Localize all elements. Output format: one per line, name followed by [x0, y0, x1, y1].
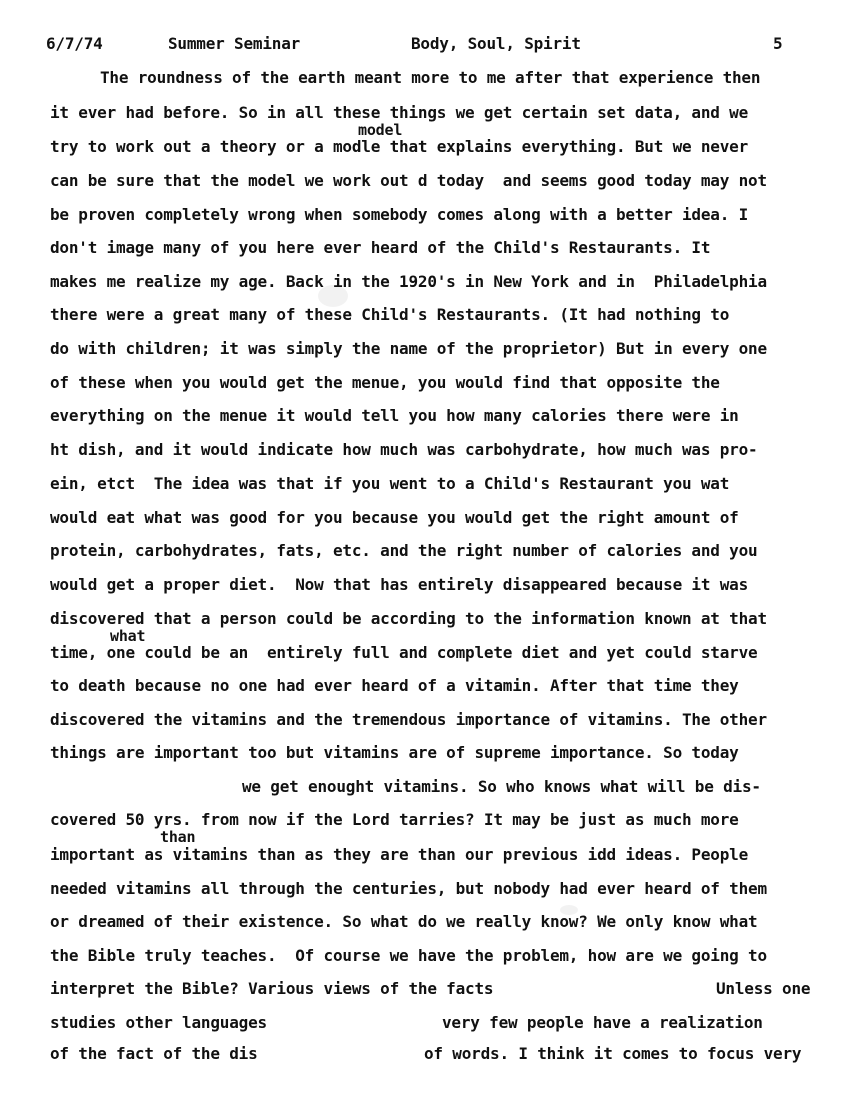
- body-line: or dreamed of their existence. So what do we really know? We only know what: [50, 912, 758, 931]
- body-line: covered 50 yrs. from now if the Lord tarries? It may be just as much more: [50, 810, 739, 829]
- body-line: try to work out a theory or a modle that explains everything. But we never: [50, 137, 749, 156]
- body-line: ein, etct The idea was that if you went to a Child's Restaurant you wat: [50, 474, 730, 493]
- body-line: time, one could be an entirely full and complete diet and yet could starve: [50, 643, 758, 662]
- body-line: protein, carbohydrates, fats, etc. and the right number of calories and you: [50, 541, 758, 560]
- body-line: of words. I think it comes to focus very: [424, 1044, 802, 1063]
- body-line: would get a proper diet. Now that has entirely disappeared because it was: [50, 575, 749, 594]
- body-line: everything on the menue it would tell you how many calories there were in: [50, 406, 739, 425]
- header-title: Body, Soul, Spirit: [411, 34, 581, 53]
- insertion-model: model: [358, 121, 403, 139]
- header-course: Summer Seminar: [168, 34, 301, 53]
- body-line: would eat what was good for you because you would get the right amount of: [50, 508, 739, 527]
- body-line: makes me realize my age. Back in the 1920's in New York and in Philadelphia: [50, 272, 767, 291]
- body-line: don't image many of you here ever heard of the Child's Restaurants. It: [50, 238, 711, 257]
- header-page-number: 5: [773, 34, 783, 53]
- body-line: there were a great many of these Child's Restaurants. (It had nothing to: [50, 305, 730, 324]
- body-line: very few people have a realization: [442, 1013, 763, 1032]
- body-line: we get enought vitamins. So who knows what will be dis-: [242, 777, 761, 796]
- body-line: ht dish, and it would indicate how much was carbohydrate, how much was pro-: [50, 440, 758, 459]
- body-line: interpret the Bible? Various views of the facts: [50, 979, 494, 998]
- body-line: of the fact of the dis: [50, 1044, 258, 1063]
- body-line: be proven completely wrong when somebody comes along with a better idea. I: [50, 205, 749, 224]
- body-line: can be sure that the model we work out d today and seems good today may not: [50, 171, 767, 190]
- body-line: important as vitamins than as they are than our previous idd ideas. People: [50, 845, 749, 864]
- body-line: discovered the vitamins and the tremendous importance of vitamins. The other: [50, 710, 767, 729]
- body-line: Unless one: [716, 979, 811, 998]
- body-line: the Bible truly teaches. Of course we have the problem, how are we going to: [50, 946, 767, 965]
- body-line: to death because no one had ever heard of a vitamin. After that time they: [50, 676, 739, 695]
- body-line: it ever had before. So in all these things we get certain set data, and we: [50, 103, 749, 122]
- body-line: do with children; it was simply the name of the proprietor) But in every one: [50, 339, 767, 358]
- body-line: of these when you would get the menue, you would find that opposite the: [50, 373, 720, 392]
- body-line: The roundness of the earth meant more to me after that experience then: [100, 68, 761, 87]
- body-line: studies other languages: [50, 1013, 267, 1032]
- insertion-than: than: [160, 828, 196, 846]
- insertion-what: what: [110, 627, 146, 645]
- header-date: 6/7/74: [46, 34, 103, 53]
- body-line: needed vitamins all through the centuries, but nobody had ever heard of them: [50, 879, 767, 898]
- body-line: discovered that a person could be according to the information known at that: [50, 609, 767, 628]
- body-line: things are important too but vitamins are of supreme importance. So today: [50, 743, 739, 762]
